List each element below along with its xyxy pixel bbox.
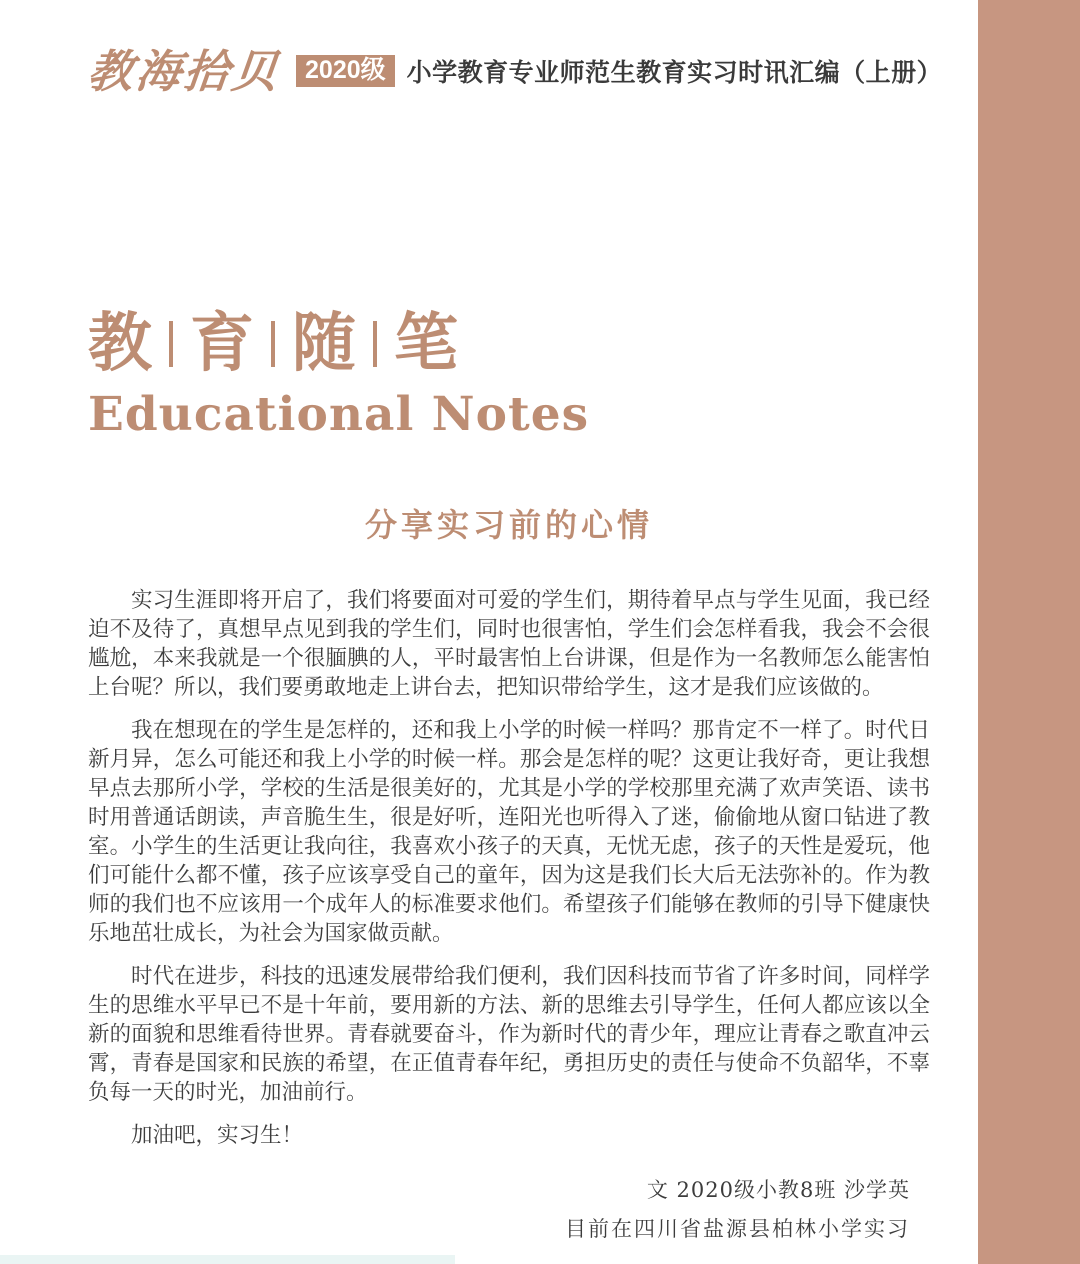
article-title: 分享实习前的心情 bbox=[364, 506, 653, 545]
grade-badge: 2020级 bbox=[296, 55, 395, 87]
heading-separator bbox=[373, 321, 377, 367]
publication-title: 小学教育专业师范生教育实习时讯汇编（上册） bbox=[406, 59, 943, 87]
paragraph: 实习生涯即将开启了，我们将要面对可爱的学生们，期待着早点与学生见面，我已经迫不及待了，真想早点见到我的学生们，同时也很害怕，学生们会怎样看我，我会不会很尴尬，本来我就是一个很腼腆的人，平时最害怕上台讲课，但是作为一名教师怎么能害怕上台呢？所以，我们要勇敢地走上讲台去，把知识带给学生，这才是我们应该做的。 bbox=[88, 588, 930, 701]
heading-char: 教 bbox=[88, 306, 152, 381]
paragraph: 时代在进步，科技的迅速发展带给我们便利，我们因科技而节省了许多时间，同样学生的思维水平早已不是十年前，要用新的方法、新的思维去引导学生，任何人都应该以全新的面貌和思维看待世界。青春就要奋斗，作为新时代的青少年，理应让青春之歌直冲云霄，青春是国家和民族的希望，在正值青春年纪，勇担历史的责任与使命不负韶华，不辜负每一天的时光，加油前行。 bbox=[88, 964, 930, 1106]
byline: 文 2020级小教8班 沙学英 bbox=[646, 1178, 910, 1203]
section-heading-en: Educational Notes bbox=[88, 387, 590, 442]
heading-separator bbox=[169, 321, 173, 367]
heading-separator bbox=[271, 321, 275, 367]
section-heading bbox=[88, 306, 930, 381]
right-accent-sidebar bbox=[978, 0, 1080, 1264]
bottom-accent-strip bbox=[0, 1255, 455, 1264]
heading-char: 随 bbox=[292, 306, 356, 381]
heading-char: 笔 bbox=[394, 306, 458, 381]
signoff-paragraph: 加油吧，实习生！ bbox=[131, 1123, 304, 1149]
byline-note: 目前在四川省盐源县柏林小学实习 bbox=[565, 1217, 910, 1242]
calligraphy-logo: 教海拾贝 bbox=[85, 44, 283, 98]
page-header bbox=[85, 42, 943, 100]
paragraph: 我在想现在的学生是怎样的，还和我上小学的时候一样吗？那肯定不一样了。时代日新月异，怎么可能还和我上小学的时候一样。那会是怎样的呢？这更让我好奇，更让我想早点去那所小学，学校的生活是很美好的，尤其是小学的学校那里充满了欢声笑语、读书时用普通话朗读，声音脆生生，很是好听，连阳光也听得入了迷，偷偷地从窗口钻进了教室。小学生的生活更让我向往，我喜欢小孩子的天真，无忧无虑，孩子的天性是爱玩，他们可能什么都不懂，孩子应该享受自己的童年，因为这是我们长大后无法弥补的。作为教师的我们也不应该用一个成年人的标准要求他们。希望孩子们能够在教师的引导下健康快乐地茁壮成长，为社会为国家做贡献。 bbox=[88, 718, 930, 947]
heading-char: 育 bbox=[190, 306, 254, 381]
page-content bbox=[85, 0, 943, 1243]
article-body bbox=[88, 586, 930, 1150]
